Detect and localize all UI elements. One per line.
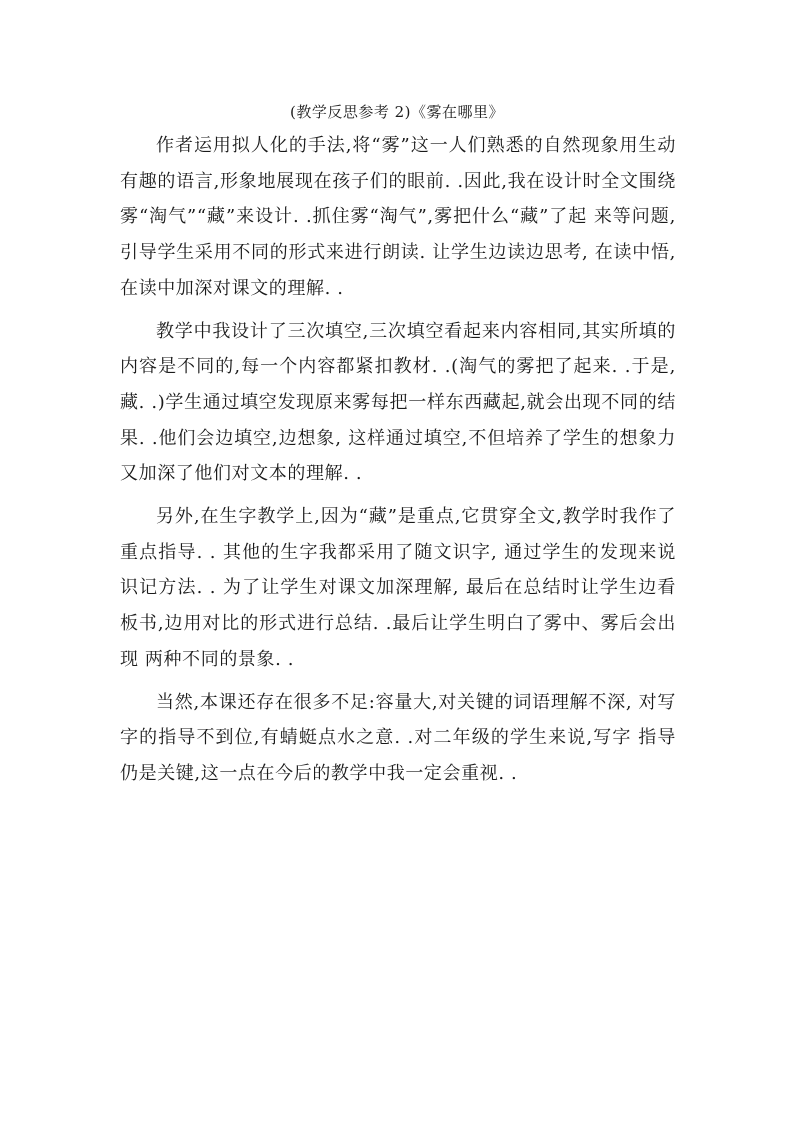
document-body [120,128,676,792]
document-title: (教学反思参考 2)《雾在哪里》 [289,103,505,121]
paragraph-4: 当然,本课还存在很多不足:容量大,对关键的词语理解不深, 对写字的指导不到位,有蜻蜓点水之意. .对二年级的学生来说,写字 指导仍是关键,这一点在今后的教学中我一定会重视. . [120,691,676,784]
paragraph-2: 教学中我设计了三次填空,三次填空看起来内容相同,其实所填的内容是不同的,每一个内容都紧扣教材. .(淘气的雾把了起来. .于是,藏. .)学生通过填空发现原来雾每把一样东西藏起,就会出现不同的结果. .他们会边填空,边想象, 这样通过填空,不但培养了学生的想象力又加深了他们对文本的理解. . [120,320,676,485]
paragraph-1: 作者运用拟人化的手法,将“雾”这一人们熟悉的自然现象用生动有趣的语言,形象地展现在孩子们的眼前. .因此,我在设计时全文围绕雾“淘气”“藏”来设计. .抓住雾“淘气”,雾把什么“藏”了起 来等问题,引导学生采用不同的形式来进行朗读. 让学生边读边思考, 在读中悟,在读中加深对课文的理解. . [120,135,676,299]
paragraph-3: 另外,在生字教学上,因为“藏”是重点,它贯穿全文,教学时我作了重点指导. . 其他的生字我都采用了随文识字, 通过学生的发现来说 识记方法. . 为了让学生对课文加深理解, 最后在总结时让学生边看板书,边用对比的形式进行总结. .最后让学生明白了雾中、雾后会出现 两种不同的景象. . [120,506,676,670]
